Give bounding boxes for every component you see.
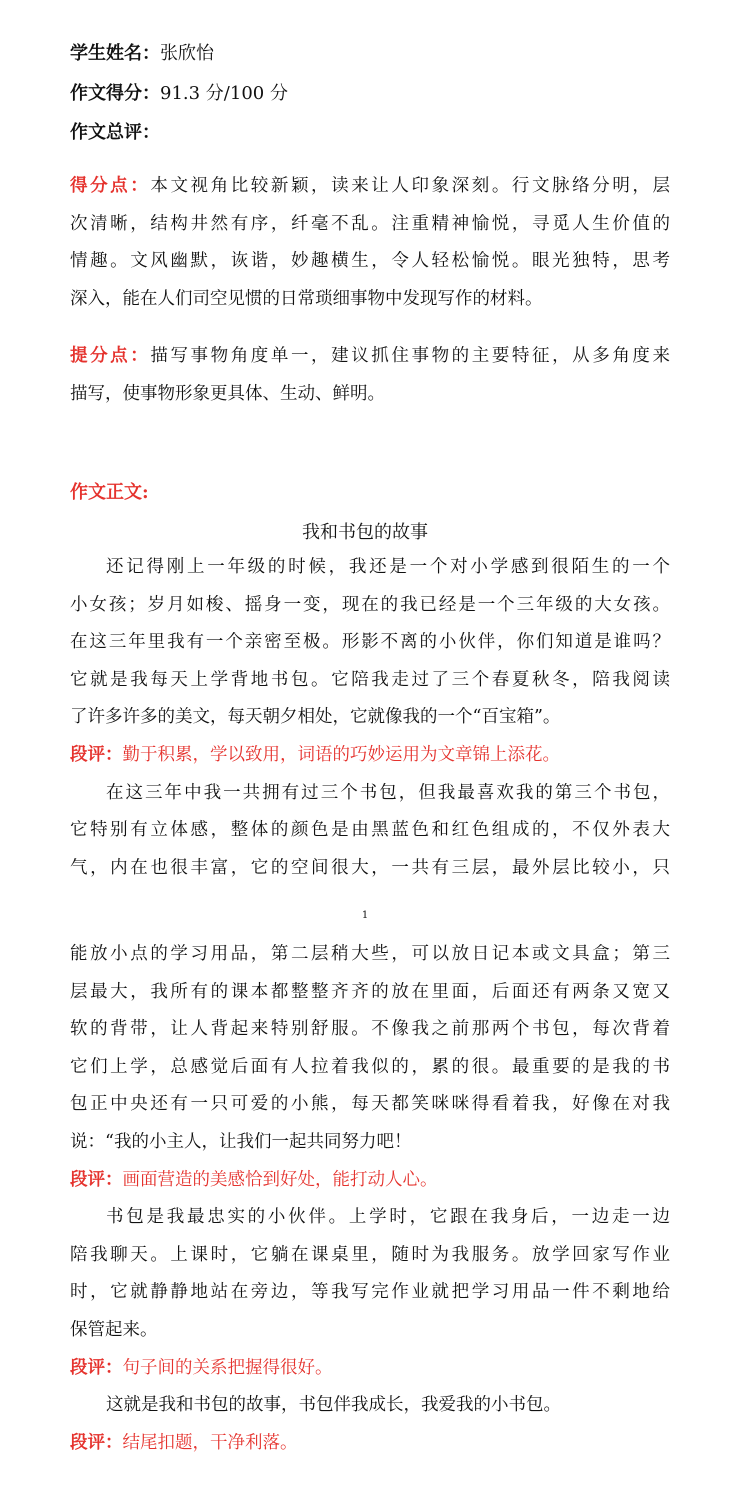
plus-line: 情趣。文风幽默，诙谐，妙趣横生，令人轻松愉悦。眼光独特，思考: [70, 251, 670, 272]
paragraph-line: 书包是我最忠实的小伙伴。上学时，它跟在我身后，一边走一边: [106, 1207, 670, 1228]
essay-body-page2: [70, 936, 670, 1462]
paragraph-line: 这就是我和书包的故事，书包伴我成长，我爱我的小书包。: [106, 1395, 561, 1416]
comment-label: 段评：: [70, 1169, 123, 1190]
paragraph-line: 层最大，我所有的课本都整整齐齐的放在里面，后面还有两条又宽又: [70, 981, 670, 1002]
improve-line: 描写事物角度单一，建议抓住事物的主要特征，从多角度来: [150, 346, 671, 366]
paragraph-line: 气，内在也很丰富，它的空间很大，一共有三层，最外层比较小，只: [70, 857, 670, 878]
student-name-value: 张欣怡: [160, 43, 214, 64]
improve-line: 描写，使事物形象更具体、生动、鲜明。: [70, 383, 385, 404]
paragraph-line: 在这三年里我有一个亲密至极。形影不离的小伙伴，你们知道是谁吗？: [70, 632, 670, 653]
paragraph-line: 软的背带，让人背起来特别舒服。不像我之前那两个书包，每次背着: [70, 1019, 670, 1040]
paragraph-line: 说：“我的小主人，让我们一起共同努力吧！: [70, 1131, 412, 1152]
score-label: 作文得分：: [70, 83, 160, 104]
page-number: 1: [361, 910, 369, 921]
score-value: 91.3 分/100 分: [160, 83, 288, 104]
paragraph-line: 还记得刚上一年级的时候，我还是一个对小学感到很陌生的一个: [106, 557, 670, 577]
comment-text: 句子间的关系把握得很好。: [122, 1357, 333, 1378]
improve-points-label: 提分点：: [70, 346, 151, 366]
comment-text: 结尾扣题，干净利落。: [122, 1432, 298, 1453]
essay-label: 作文正文:: [70, 482, 149, 503]
paragraph-line: 它们上学，总感觉后面有人拉着我似的，累的很。最重要的是我的书: [70, 1056, 670, 1077]
paragraph-line: 包正中央还有一只可爱的小熊，每天都笑咪咪得看着我，好像在对我: [70, 1094, 670, 1115]
score-row: [70, 81, 288, 107]
plus-line: 次清晰，结构井然有序，纤毫不乱。注重精神愉悦，寻觅人生价值的: [70, 213, 670, 234]
comment-text: 画面营造的美感恰到好处，能打动人心。: [122, 1169, 438, 1190]
plus-line: 本文视角比较新颖，读来让人印象深刻。行文脉络分明，层: [150, 176, 671, 196]
paragraph-line: 陪我聊天。上课时，它躺在课桌里，随时为我服务。放学回家写作业: [70, 1244, 670, 1265]
improve-points-block: [70, 338, 670, 413]
essay-body-page1: [70, 549, 670, 887]
paragraph-comment: [70, 1350, 670, 1388]
plus-points-block: [70, 168, 670, 318]
paragraph-comment: [70, 1425, 670, 1463]
comment-label: 段评：: [70, 1432, 123, 1453]
paragraph-line: 保管起来。: [70, 1319, 158, 1340]
paragraph-line: 小女孩；岁月如梭、摇身一变，现在的我已经是一个三年级的大女孩。: [70, 594, 670, 615]
review-label: 作文总评：: [70, 122, 160, 143]
paragraph-comment: [70, 737, 670, 775]
paragraph-line: 时，它就静静地站在旁边，等我写完作业就把学习用品一件不剩地给: [70, 1282, 670, 1303]
paragraph-line: 它特别有立体感，整体的颜色是由黑蓝色和红色组成的，不仅外表大: [70, 820, 670, 841]
plus-line: 深入，能在人们司空见惯的日常琐细事物中发现写作的材料。: [70, 288, 543, 309]
paragraph-line: 了许多许多的美文，每天朝夕相处，它就像我的一个“百宝箱”。: [70, 707, 561, 728]
plus-points-label: 得分点：: [70, 176, 151, 196]
paragraph-line: 它就是我每天上学背地书包。它陪我走过了三个春夏秋冬，陪我阅读: [70, 669, 670, 690]
comment-text: 勤于积累，学以致用，词语的巧妙运用为文章锦上添花。: [122, 744, 560, 765]
student-name-label: 学生姓名：: [70, 43, 160, 64]
paragraph-comment: [70, 1162, 670, 1200]
student-name-row: [70, 41, 214, 67]
paragraph-line: 能放小点的学习用品，第二层稍大些，可以放日记本或文具盒；第三: [70, 944, 670, 964]
paragraph-line: 在这三年中我一共拥有过三个书包，但我最喜欢我的第三个书包，: [106, 782, 670, 803]
comment-label: 段评：: [70, 1357, 123, 1378]
comment-label: 段评：: [70, 744, 123, 765]
essay-title: 我和书包的故事: [302, 522, 428, 543]
